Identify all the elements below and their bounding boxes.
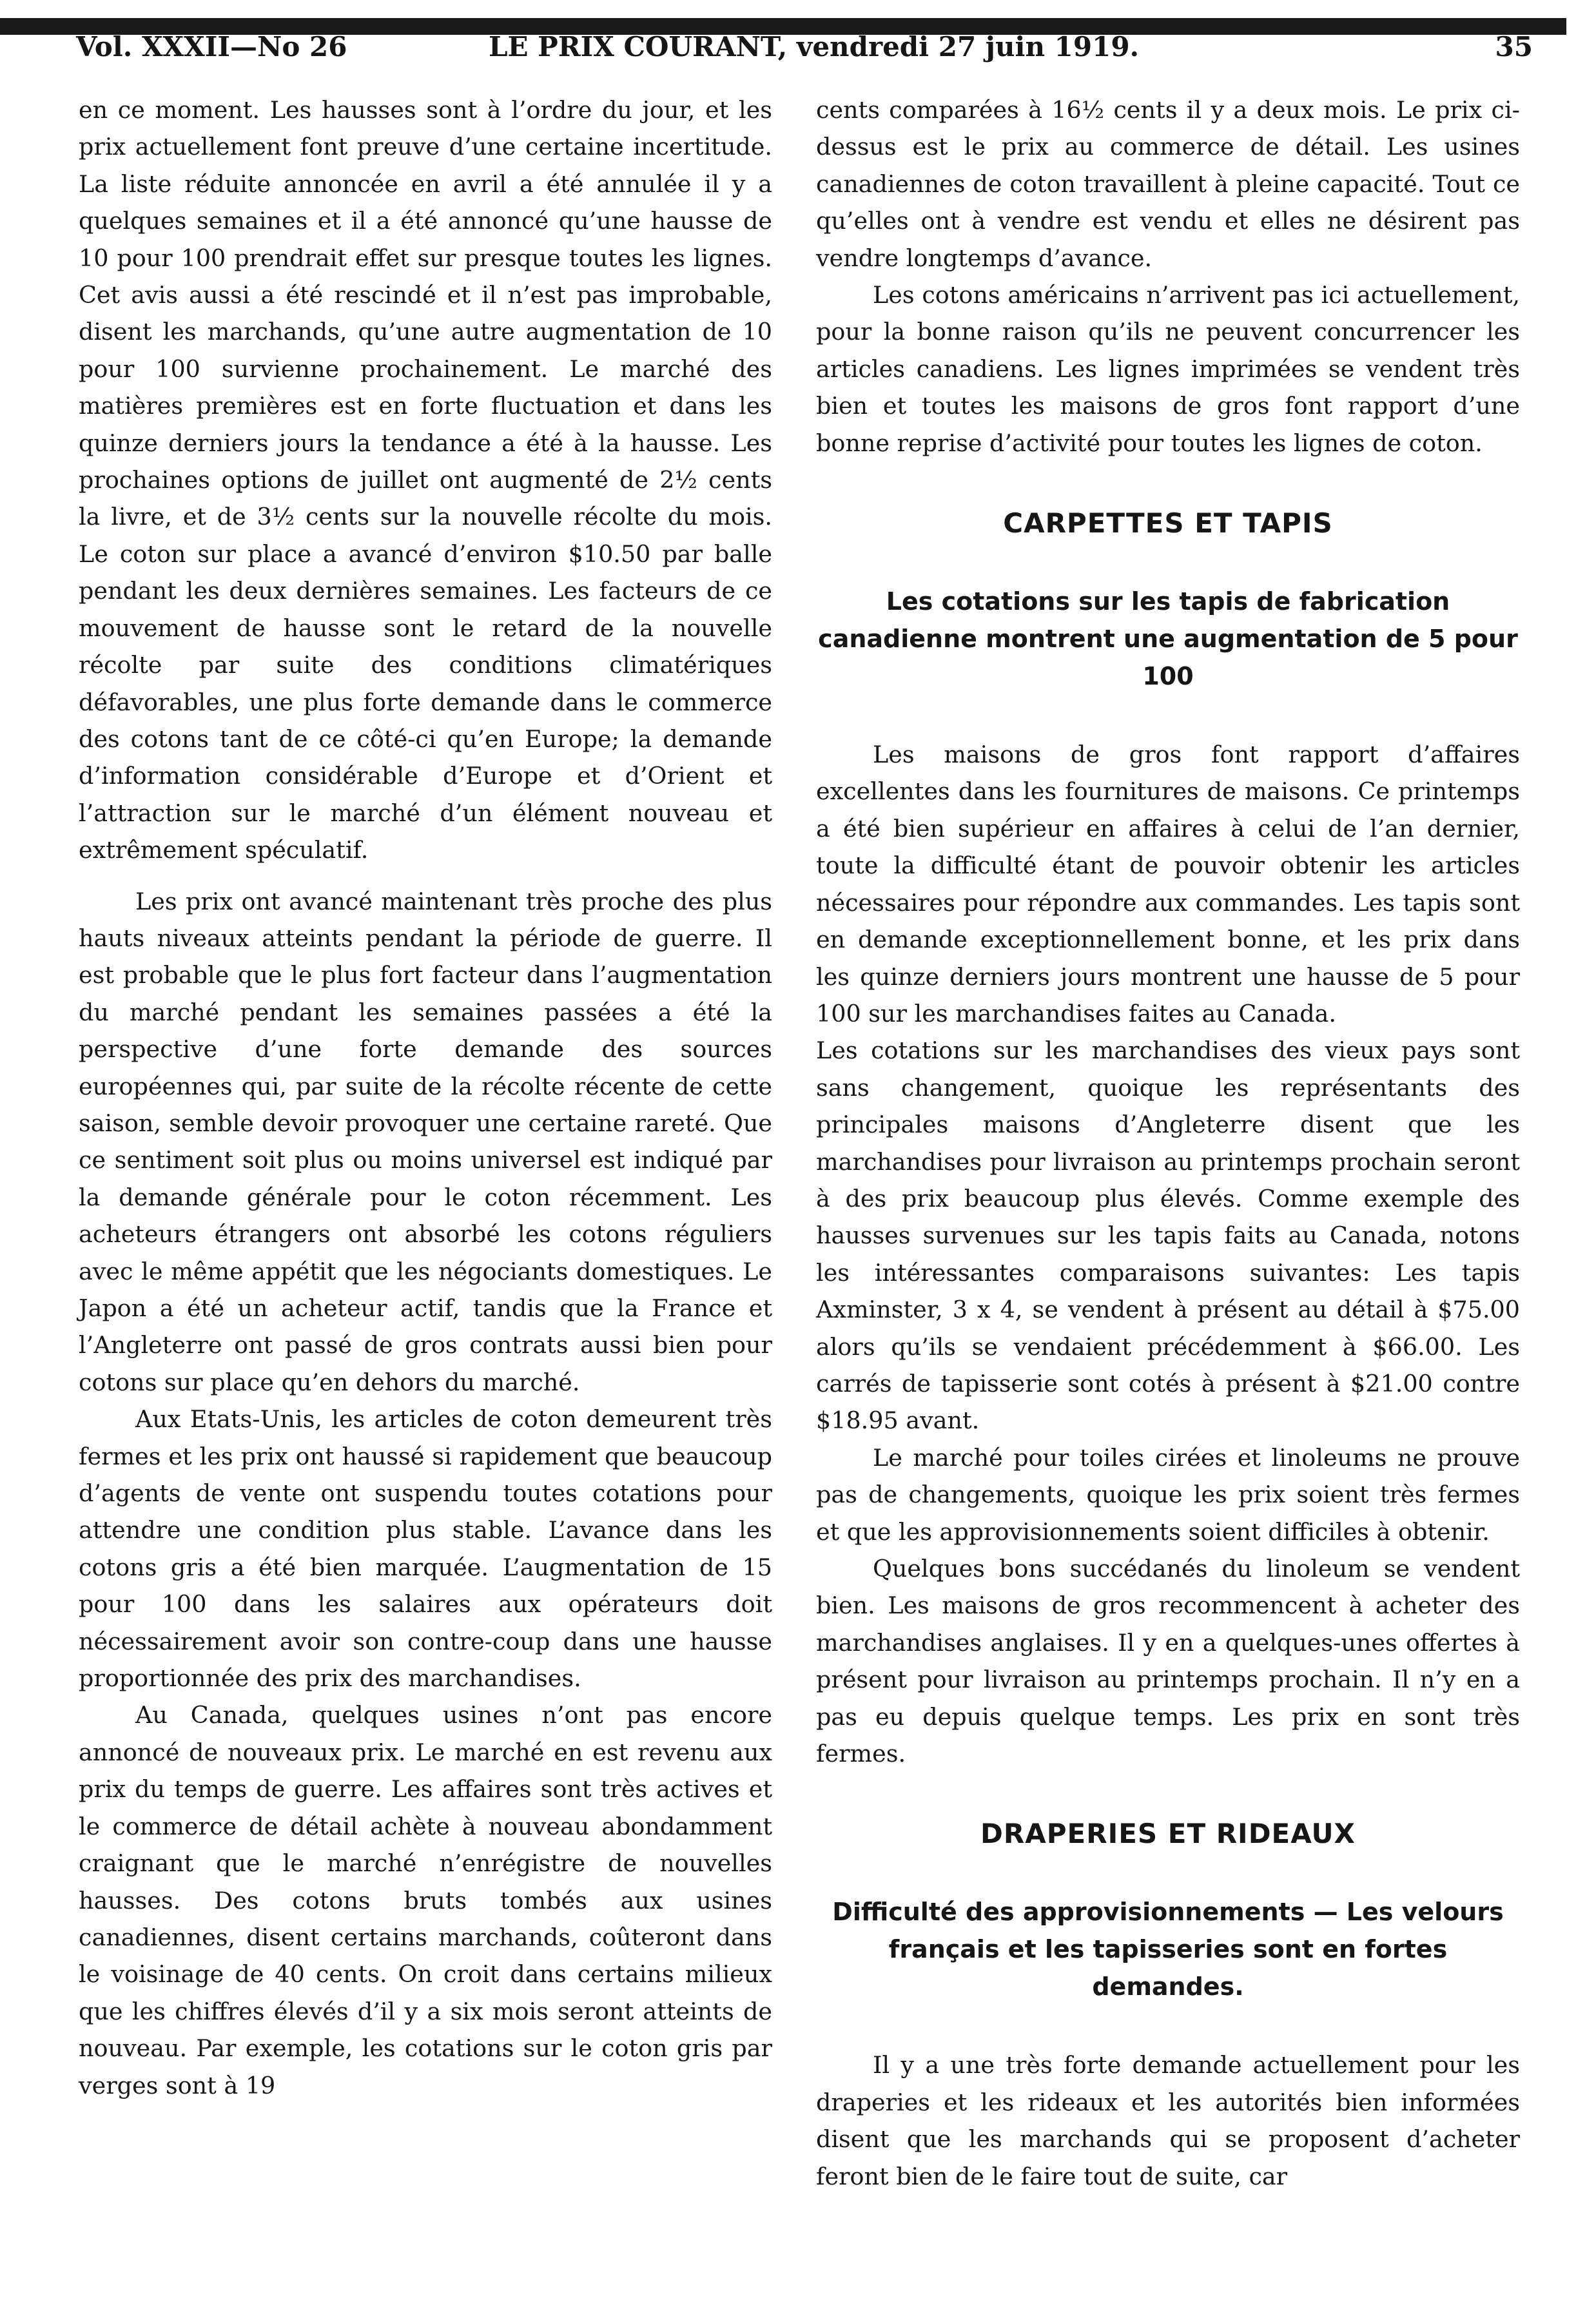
body-paragraph: cents comparées à 16½ cents il y a deux mois. Le prix ci-dessus est le prix au commerce de détail. Les usines canadiennes de coton travaillent à pleine capacité. Tout ce qu’elles ont à vendre est vendu et elles ne désirent pas vendre longtemps d’avance. xyxy=(816,96,1520,272)
page-header xyxy=(76,31,1533,83)
body-paragraph: Aux Etats-Unis, les articles de coton demeurent très fermes et les prix ont haussé si rapidement que beaucoup d’agents de vente ont suspendu toutes cotations pour attendre une condition plus stable. L’avance dans les cotons gris a été bien marquée. L’augmentation de 15 pour 100 dans les salaires aux opérateurs doit nécessairement avoir son contre-coup dans une hausse proportionnée des prix des marchandises. xyxy=(79,1405,772,1693)
section-heading: CARPETTES ET TAPIS xyxy=(1003,507,1333,540)
body-paragraph: Quelques bons succédanés du linoleum se vendent bien. Les maisons de gros recommencent à acheter des marchandises anglaises. Il y en a quelques-unes offertes à présent pour livraison au printemps prochain. Il n’y en a pas eu depuis quelque temps. Les prix en sont très fermes. xyxy=(816,1555,1520,1768)
body-paragraph: Il y a une très forte demande actuellement pour les draperies et les rideaux et les autorités bien informées disent que les marchands qui se proposent d’acheter feront bien de le faire tout de suite, car xyxy=(816,2051,1520,2190)
section-heading: DRAPERIES ET RIDEAUX xyxy=(980,1818,1356,1850)
body-paragraph: Au Canada, quelques usines n’ont pas encore annoncé de nouveaux prix. Le marché en est revenu aux prix du temps de guerre. Les affaires sont très actives et le commerce de détail achète à nouveau abondamment craignant que le marché n’enrégistre de nouvelles hausses. Des cotons bruts tombés aux usines canadiennes, disent certains marchands, coûteront dans le voisinage de 40 cents. On croit dans certains milieux que les chiffres élevés d’il y a six mois seront atteints de nouveau. Par exemple, les cotations sur le coton gris par verges sont à 19 xyxy=(79,1701,772,2099)
body-paragraph: Les cotons américains n’arrivent pas ici actuellement, pour la bonne raison qu’ils ne peuvent concurrencer les articles canadiens. Les lignes imprimées se vendent très bien et toutes les maisons de gros font rapport d’une bonne reprise d’activité pour toutes les lignes de coton. xyxy=(816,281,1520,457)
body-paragraph: Le marché pour toiles cirées et linoleums ne prouve pas de changements, quoique les prix soient très fermes et que les approvisionnements soient difficiles à obtenir. xyxy=(816,1443,1520,1546)
volume-number: Vol. XXXII—No 26 xyxy=(76,31,347,63)
body-paragraph: Les maisons de gros font rapport d’affaires excellentes dans les fournitures de maisons. Ce printemps a été bien supérieur en affaires à celui de l’an dernier, toute la difficulté étant de pouvoir obtenir les articles nécessaires pour répondre aux commandes. Les tapis sont en demande exceptionnellement bonne, et les prix dans les quinze derniers jours montrent une hausse de 5 pour 100 sur les marchandises faites au Canada. xyxy=(816,741,1520,1027)
body-paragraph: Les prix ont avancé maintenant très proche des plus hauts niveaux atteints pendant la période de guerre. Il est probable que le plus fort facteur dans l’augmentation du marché pendant les semaines passées a été la perspective d’une forte demande des sources européennes qui, par suite de la récolte récente de cette saison, semble devoir provoquer une certaine rareté. Que ce sentiment soit plus ou moins universel est indiqué par la demande générale pour le coton récemment. Les acheteurs étrangers ont absorbé les cotons réguliers avec le même appétit que les négociants domestiques. Le Japon a été un acheteur actif, tandis que la France et l’Angleterre ont passé de gros contrats aussi bien pour cotons sur place qu’en dehors du marché. xyxy=(79,887,772,1396)
left-column xyxy=(79,92,772,2104)
page-number: 35 xyxy=(1495,31,1533,63)
right-column xyxy=(816,92,1520,2195)
publication-title-date: LE PRIX COURANT, vendredi 27 juin 1919. xyxy=(489,31,1140,63)
section-subheading: Les cotations sur les tapis de fabrication canadienne montrent une augmentation de 5 pour 100 xyxy=(818,587,1518,691)
body-paragraph: Les cotations sur les marchandises des vieux pays sont sans changement, quoique les représentants des principales maisons d’Angleterre disent que les marchandises pour livraison au printemps prochain seront à des prix beaucoup plus élevés. Comme exemple des hausses survenues sur les tapis faits au Canada, notons les intéressantes comparaisons suivantes: Les tapis Axminster, 3 x 4, se vendent à présent au détail à $75.00 alors qu’ils se vendaient précédemment à $66.00. Les carrés de tapisserie sont cotés à présent à $21.00 contre $18.95 avant. xyxy=(816,1037,1520,1435)
body-paragraph: en ce moment. Les hausses sont à l’ordre du jour, et les prix actuellement font preuve d’une certaine incertitude. La liste réduite annoncée en avril a été annulée il y a quelques semaines et il a été annoncé qu’une hausse de 10 pour 100 prendrait effet sur presque toutes les lignes. Cet avis aussi a été rescindé et il n’est pas improbable, disent les marchands, qu’une autre augmentation de 10 pour 100 survienne prochainement. Le marché des matières premières est en forte fluctuation et dans les quinze derniers jours la tendance a été à la hausse. Les prochaines options de juillet ont augmenté de 2½ cents la livre, et de 3½ cents sur la nouvelle récolte du mois. Le coton sur place a avancé d’environ $10.50 par balle pendant les deux dernières semaines. Les facteurs de ce mouvement de hausse sont le retard de la nouvelle récolte par suite des conditions climatériques défavorables, une plus forte demande dans le commerce des cotons tant de ce côté-ci qu’en Europe; la demande d’information considérable d’Europe et d’Orient et l’attraction sur le marché d’un élément nouveau et extrêmement spéculatif. xyxy=(79,96,772,864)
section-subheading: Difficulté des approvisionnements — Les velours français et les tapisseries sont en fortes demandes. xyxy=(832,1898,1504,2001)
